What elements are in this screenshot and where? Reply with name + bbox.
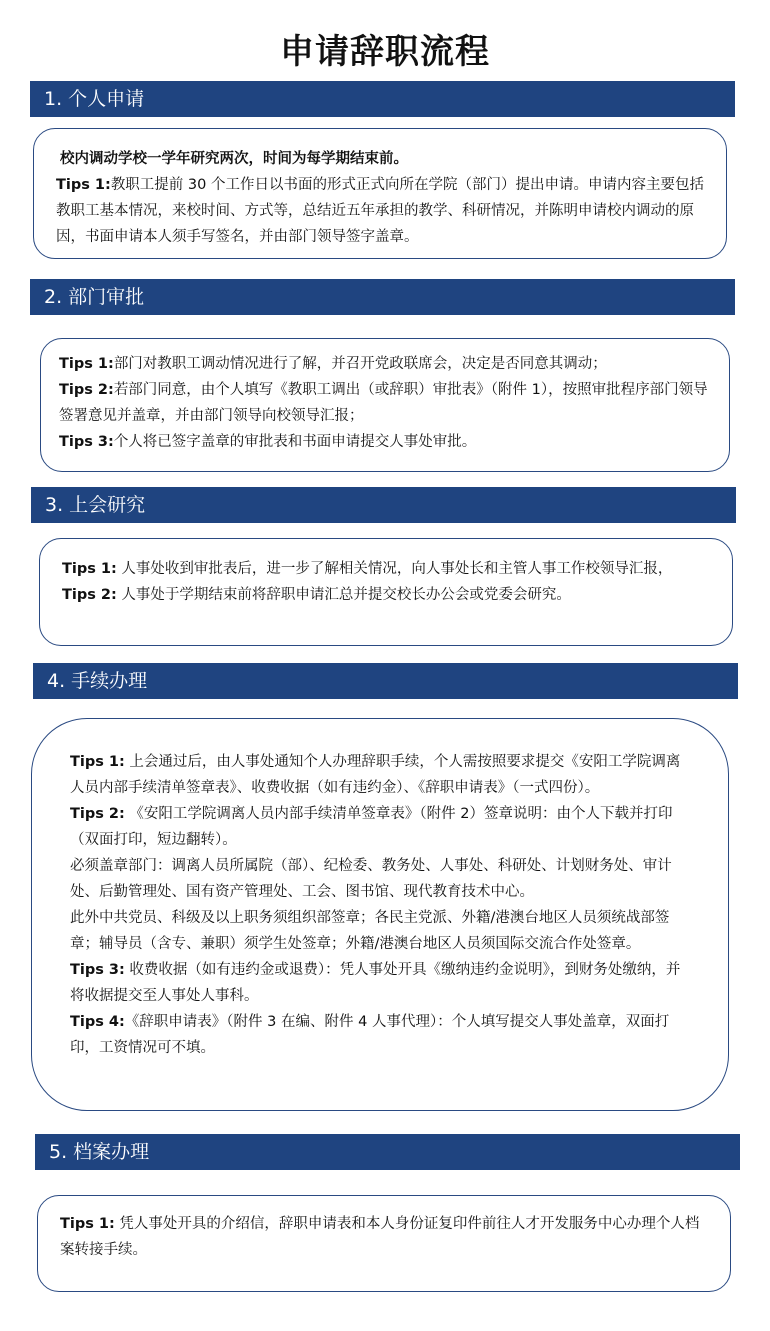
section-box-4 [31,718,729,1111]
tip-text: 《安阳工学院调离人员内部手续清单签章表》（附件 2）签章说明：由个人下载并打印（双面打印，短边翻转）。 [70,806,673,848]
tip-tag: Tips 1: [70,754,125,770]
tip-text: 部门对教职工调动情况进行了解，并召开党政联席会，决定是否同意其调动； [113,356,607,372]
section-3-tip-2 [62,582,716,608]
section-box-1 [33,128,727,259]
section-5-tip-1 [60,1211,712,1263]
tip-text: 人事处于学期结束前将辞职申请汇总并提交校长办公会或党委会研究。 [121,587,571,603]
section-heading-1: 1. 个人申请 [30,81,735,117]
section-heading-4: 4. 手续办理 [33,663,738,699]
section-heading-5: 5. 档案办理 [35,1134,740,1170]
tip-text: 收费收据（如有违约金或退费）：凭人事处开具《缴纳违约金说明》，到财务处缴纳，并将收据提交至人事处人事科。 [70,962,681,1004]
section-2-tip-1 [59,351,709,377]
section-1-lead: 校内调动学校一学年研究两次，时间为每学期结束前。 [60,151,408,167]
tip-tag: Tips 3: [70,962,125,978]
tip-text: 教职工提前 30 个工作日以书面的形式正式向所在学院（部门）提出申请。申请内容主要包括教职工基本情况，来校时间、方式等，总结近五年承担的教学、科研情况，并陈明申请校内调动的原因，书面申请本人须手写签名，并由部门领导签字盖章。 [56,177,704,245]
section-4-tip-1 [70,749,694,801]
tip-text: 凭人事处开具的介绍信，辞职申请表和本人身份证复印件前往人才开发服务中心办理个人档案转接手续。 [60,1216,700,1258]
section-1-tip-1 [56,172,708,250]
tip-tag: Tips 4: [70,1014,125,1030]
tip-text: 上会通过后，由人事处通知个人办理辞职手续，个人需按照要求提交《安阳工学院调离人员内部手续清单签章表》、收费收据（如有违约金）、《辞职申请表》（一式四份）。 [70,754,681,796]
tip-tag: Tips 1: [56,177,111,193]
tip-text: 人事处收到审批表后，进一步了解相关情况，向人事处长和主管人事工作校领导汇报， [121,561,673,577]
tip-tag: Tips 1: [59,356,114,372]
section-4-tip-2 [70,801,694,853]
section-box-3 [39,538,733,646]
section-2-tip-3 [59,429,709,455]
section-3-tip-1 [62,556,716,582]
section-box-5 [37,1195,731,1292]
tip-tag: Tips 2: [59,382,114,398]
section-4-tip-3 [70,957,694,1009]
section-box-2 [40,338,730,472]
section-4-tip-4 [70,1009,694,1061]
tip-tag: Tips 2: [62,587,117,603]
tip-text: 《辞职申请表》（附件 3 在编、附件 4 人事代理）：个人填写提交人事处盖章，双面打印，工资情况可不填。 [70,1014,670,1056]
tip-tag: Tips 2: [70,806,125,822]
tip-text: 个人将已签字盖章的审批表和书面申请提交人事处审批。 [113,434,477,450]
page-title: 申请辞职流程 [280,32,490,72]
tip-text: 必须盖章部门：调离人员所属院（部）、纪检委、教务处、人事处、科研处、计划财务处、审计处、后勤管理处、国有资产管理处、工会、图书馆、现代教育技术中心。 [70,858,672,900]
tip-text: 若部门同意，由个人填写《教职工调出（或辞职）审批表》（附件 1），按照审批程序部门领导签署意见并盖章，并由部门领导向校领导汇报； [59,382,708,424]
tip-tag: Tips 1: [60,1216,115,1232]
section-4-note-2 [70,905,694,957]
tip-text: 此外中共党员、科级及以上职务须组织部签章；各民主党派、外籍/港澳台地区人员须统战部签章；辅导员（含专、兼职）须学生处签章；外籍/港澳台地区人员须国际交流合作处签章。 [70,910,670,952]
section-heading-2: 2. 部门审批 [30,279,735,315]
section-heading-3: 3. 上会研究 [31,487,736,523]
section-2-tip-2 [59,377,709,429]
tip-tag: Tips 1: [62,561,117,577]
tip-tag: Tips 3: [59,434,114,450]
section-4-note-1 [70,853,694,905]
